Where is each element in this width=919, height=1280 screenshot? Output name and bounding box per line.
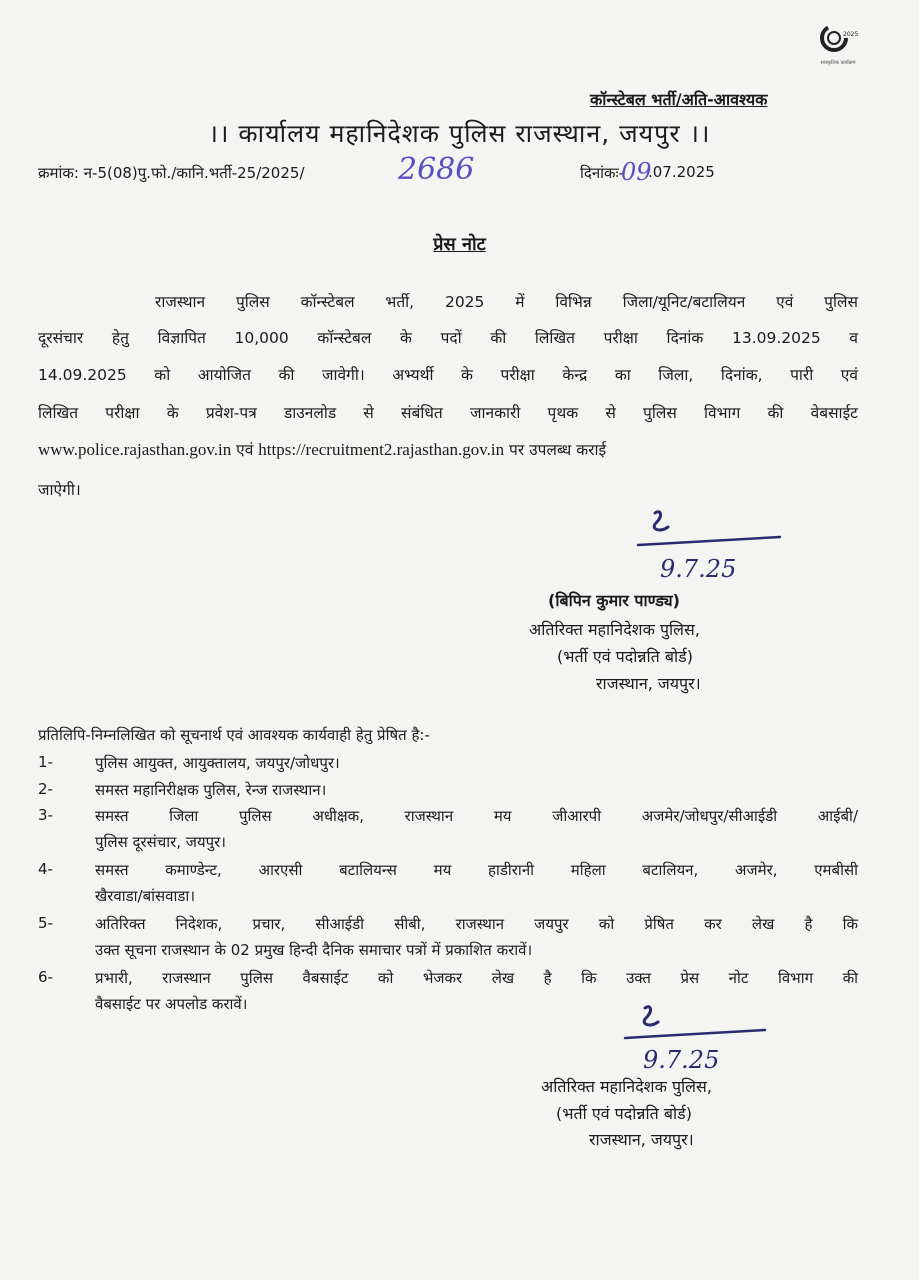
copy-item-number: 3- bbox=[38, 806, 53, 824]
date-day-handwritten: 09 bbox=[621, 158, 652, 186]
copy-item-text: समस्त महानिरीक्षक पुलिस, रेन्ज राजस्थान। bbox=[95, 781, 327, 799]
urgent-tag: कॉन्स्टेबल भर्ती/अति-आवश्यक bbox=[590, 90, 768, 109]
body-line-1: राजस्थान पुलिस कॉन्स्टेबल भर्ती, 2025 में विभिन्न जिला/यूनिट/बटालियन एवं पुलिस bbox=[155, 293, 858, 311]
signature-1-initial bbox=[630, 505, 790, 585]
signatory-name: (बिपिन कुमार पाण्ड्य) bbox=[548, 591, 680, 610]
emblem-logo-icon bbox=[812, 22, 864, 62]
body-line-4: लिखित परीक्षा के प्रवेश-पत्र डाउनलोड से संबंधित जानकारी पृथक से पुलिस विभाग की वेबसाईट bbox=[38, 404, 858, 422]
copy-item-text: समस्त कमाण्डेन्ट, आरएसी बटालियन्स मय हाडीरानी महिला बटालियन, अजमेर, एमबीसी bbox=[95, 861, 858, 879]
body-line-5 bbox=[38, 438, 858, 460]
page-title: प्रेस नोट bbox=[433, 234, 486, 255]
copy-item-text: वैबसाईट पर अपलोड करावें। bbox=[95, 995, 248, 1013]
signatory-board: (भर्ती एवं पदोन्नति बोर्ड) bbox=[557, 647, 693, 666]
copy-item-number: 5- bbox=[38, 914, 53, 932]
copy-item-text: खैरवाडा/बांसवाडा। bbox=[95, 887, 196, 905]
copy-item-number: 2- bbox=[38, 780, 53, 798]
signatory-2-place: राजस्थान, जयपुर। bbox=[589, 1130, 694, 1149]
reference-number-handwritten: 2686 bbox=[398, 152, 475, 187]
emblem-logo bbox=[812, 22, 864, 78]
signatory-2-designation: अतिरिक्त महानिदेशक पुलिस, bbox=[541, 1077, 712, 1096]
office-heading: ।। कार्यालय महानिदेशक पुलिस राजस्थान, जयपुर ।। bbox=[208, 119, 711, 148]
body-line-5-end: पर उपलब्ध कराई bbox=[504, 441, 607, 459]
body-line-6: जाऐगी। bbox=[38, 481, 81, 499]
copy-item-text: अतिरिक्त निदेशक, प्रचार, सीआईडी सीबी, राजस्थान जयपुर को प्रेषित कर लेख है कि bbox=[95, 915, 858, 933]
copy-item-text: प्रभारी, राजस्थान पुलिस वैबसाईट को भेजकर लेख है कि उक्त प्रेस नोट विभाग की bbox=[95, 969, 858, 987]
date-label: दिनांकः- bbox=[580, 164, 625, 182]
body-line-3: 14.09.2025 को आयोजित की जावेगी। अभ्यर्थी के परीक्षा केन्द्र का जिला, दिनांक, पारी एवं bbox=[38, 366, 858, 384]
signature-1-date: 9.7.25 bbox=[660, 555, 737, 583]
reference-label: क्रमांक: न-5(08)पु.फो./कानि.भर्ती-25/2025/ bbox=[38, 164, 305, 182]
copy-item-number: 4- bbox=[38, 860, 53, 878]
copy-item-text: पुलिस आयुक्त, आयुक्तालय, जयपुर/जोधपुर। bbox=[95, 754, 340, 772]
copy-item-text: पुलिस दूरसंचार, जयपुर। bbox=[95, 833, 226, 851]
police-website-link[interactable]: www.police.rajasthan.gov.in bbox=[38, 440, 232, 459]
copy-item-number: 1- bbox=[38, 753, 53, 771]
signature-2-date: 9.7.25 bbox=[643, 1046, 720, 1074]
signatory-2-board: (भर्ती एवं पदोन्नति बोर्ड) bbox=[556, 1104, 692, 1123]
copy-item-number: 6- bbox=[38, 968, 53, 986]
signatory-place: राजस्थान, जयपुर। bbox=[596, 674, 701, 693]
recruitment-website-link[interactable]: https://recruitment2.rajasthan.gov.in bbox=[258, 440, 505, 459]
emblem-caption: सांस्कृतिक कार्यक्रम bbox=[820, 60, 856, 66]
copy-item-text: उक्त सूचना राजस्थान के 02 प्रमुख हिन्दी दैनिक समाचार पत्रों में प्रकाशित करावें। bbox=[95, 941, 533, 959]
body-conjunction: एवं bbox=[231, 441, 259, 459]
date-month-year: .07.2025 bbox=[648, 163, 715, 181]
copy-to-heading: प्रतिलिपि-निम्नलिखित को सूचनार्थ एवं आवश्यक कार्यवाही हेतु प्रेषित है:- bbox=[38, 726, 430, 744]
emblem-year: 2025 bbox=[843, 31, 859, 38]
signature-2-initial bbox=[615, 1000, 775, 1076]
body-line-2: दूरसंचार हेतु विज्ञापित 10,000 कॉन्स्टेबल के पदों की लिखित परीक्षा दिनांक 13.09.2025 व bbox=[38, 329, 858, 347]
signatory-designation: अतिरिक्त महानिदेशक पुलिस, bbox=[529, 620, 700, 639]
copy-item-text: समस्त जिला पुलिस अधीक्षक, राजस्थान मय जीआरपी अजमेर/जोधपुर/सीआईडी आईबी/ bbox=[95, 807, 858, 825]
